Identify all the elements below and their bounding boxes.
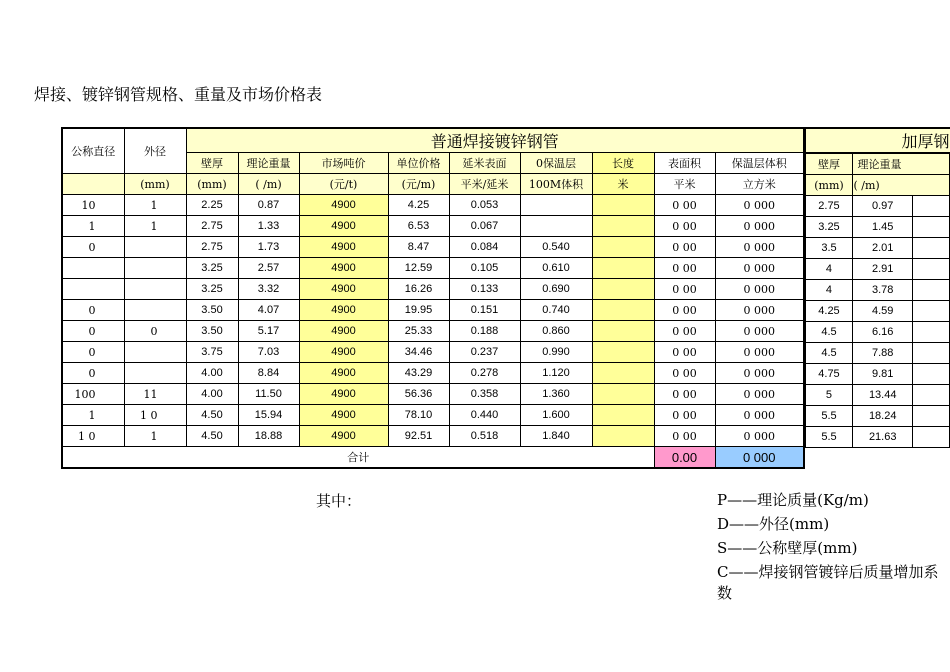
- cell-weight-thick: 1.45: [853, 217, 912, 238]
- cell-unit-price: 4.25: [388, 195, 449, 216]
- cell-outer: 1: [124, 195, 186, 216]
- cell-insulation: 1.360: [520, 384, 592, 405]
- cell-unit-price: 16.26: [388, 279, 449, 300]
- cell-diameter: 0: [62, 342, 124, 363]
- cell-surface-area: 0 00: [654, 363, 715, 384]
- cell-diameter: 1 0: [62, 426, 124, 447]
- cell-area-per-m: 0.278: [449, 363, 520, 384]
- cell-weight-thick: 7.88: [853, 343, 912, 364]
- cell-insulation-volume: 0 000: [715, 237, 804, 258]
- unit-bwc: 100M体积: [520, 174, 592, 195]
- legend-line: C——焊接钢管镀锌后质量增加系数: [717, 563, 939, 602]
- cell-wall: 3.25: [186, 279, 238, 300]
- cell-insulation: 1.600: [520, 405, 592, 426]
- cell-extra: [912, 238, 949, 259]
- table-row: [62, 321, 804, 342]
- cell-area-per-m: 0.151: [449, 300, 520, 321]
- cell-weight-thick: 4.59: [853, 301, 912, 322]
- cell-ton-price: 4900: [299, 237, 388, 258]
- cell-outer: [124, 363, 186, 384]
- cell-diameter: 0: [62, 237, 124, 258]
- cell-area-per-m: 0.358: [449, 384, 520, 405]
- cell-area-per-m: 0.133: [449, 279, 520, 300]
- cell-area-per-m: 0.237: [449, 342, 520, 363]
- table-row: [62, 258, 804, 279]
- cell-unit-price: 43.29: [388, 363, 449, 384]
- cell-unit-price: 19.95: [388, 300, 449, 321]
- cell-diameter: [62, 279, 124, 300]
- group2-header: 加厚钢: [805, 128, 950, 153]
- cell-insulation-volume: 0 000: [715, 300, 804, 321]
- cell-extra: [912, 217, 949, 238]
- total-label: 合计: [62, 447, 654, 469]
- cell-surface-area: 0 00: [654, 258, 715, 279]
- unit-scdj: (元/t): [299, 174, 388, 195]
- cell-extra: [912, 322, 949, 343]
- table-row: [62, 426, 804, 447]
- cell-weight-thick: 2.91: [853, 259, 912, 280]
- cell-insulation: 0.540: [520, 237, 592, 258]
- table-row: [805, 238, 950, 259]
- cell-outer: 0: [124, 321, 186, 342]
- cell-insulation: 1.120: [520, 363, 592, 384]
- cell-weight: 4.07: [238, 300, 299, 321]
- cell-wall-thick: 5.5: [805, 406, 853, 427]
- cell-surface-area: 0 00: [654, 405, 715, 426]
- cell-wall: 2.25: [186, 195, 238, 216]
- cell-weight-thick: 13.44: [853, 385, 912, 406]
- cell-diameter: [62, 258, 124, 279]
- cell-extra: [912, 259, 949, 280]
- cell-length: [592, 237, 654, 258]
- cell-weight: 5.17: [238, 321, 299, 342]
- header-bwctj: 保温层体积: [715, 153, 804, 174]
- cell-length: [592, 195, 654, 216]
- cell-ton-price: 4900: [299, 300, 388, 321]
- table-row: [62, 216, 804, 237]
- thick-table: [804, 127, 950, 448]
- cell-insulation-volume: 0 000: [715, 363, 804, 384]
- cell-length: [592, 279, 654, 300]
- cell-diameter: 0: [62, 363, 124, 384]
- main-table: [61, 127, 805, 469]
- cell-surface-area: 0 00: [654, 300, 715, 321]
- unit-wj: (mm): [124, 174, 186, 195]
- table-row: [62, 405, 804, 426]
- cell-insulation-volume: 0 000: [715, 342, 804, 363]
- table-row: [805, 259, 950, 280]
- cell-outer: [124, 237, 186, 258]
- cell-wall: 3.50: [186, 321, 238, 342]
- cell-extra: [912, 427, 949, 448]
- cell-insulation-volume: 0 000: [715, 279, 804, 300]
- cell-length: [592, 426, 654, 447]
- cell-wall: 3.50: [186, 300, 238, 321]
- cell-insulation: 0.990: [520, 342, 592, 363]
- cell-length: [592, 363, 654, 384]
- cell-unit-price: 92.51: [388, 426, 449, 447]
- cell-area-per-m: 0.053: [449, 195, 520, 216]
- unit-bwctj: 立方米: [715, 174, 804, 195]
- cell-diameter: 1: [62, 216, 124, 237]
- header-scdj: 市场吨价: [299, 153, 388, 174]
- cell-unit-price: 25.33: [388, 321, 449, 342]
- header-gcdj: 公称直径: [62, 128, 124, 174]
- page-title: 焊接、镀锌钢管规格、重量及市场价格表: [34, 85, 323, 104]
- cell-surface-area: 0 00: [654, 279, 715, 300]
- table-row: [62, 195, 804, 216]
- cell-outer: 1: [124, 426, 186, 447]
- unit-cd: 米: [592, 174, 654, 195]
- cell-area-per-m: 0.105: [449, 258, 520, 279]
- unit-llzl: ( /m): [238, 174, 299, 195]
- cell-weight-thick: 21.63: [853, 427, 912, 448]
- cell-length: [592, 342, 654, 363]
- cell-weight: 1.73: [238, 237, 299, 258]
- cell-unit-price: 6.53: [388, 216, 449, 237]
- cell-length: [592, 321, 654, 342]
- table-row: [805, 343, 950, 364]
- cell-wall: 3.25: [186, 258, 238, 279]
- header-cd: 长度: [592, 153, 654, 174]
- cell-wall-thick: 2.75: [805, 196, 853, 217]
- cell-insulation: 0.860: [520, 321, 592, 342]
- cell-ton-price: 4900: [299, 321, 388, 342]
- cell-surface-area: 0 00: [654, 384, 715, 405]
- cell-surface-area: 0 00: [654, 195, 715, 216]
- cell-ton-price: 4900: [299, 258, 388, 279]
- cell-wall-thick: 5.5: [805, 427, 853, 448]
- cell-weight-thick: 6.16: [853, 322, 912, 343]
- cell-unit-price: 8.47: [388, 237, 449, 258]
- cell-wall: 4.50: [186, 405, 238, 426]
- cell-wall-thick: 3.5: [805, 238, 853, 259]
- note-label: 其中：: [316, 492, 362, 510]
- cell-insulation-volume: 0 000: [715, 426, 804, 447]
- cell-length: [592, 384, 654, 405]
- unit-llzl2: ( /m): [853, 175, 950, 196]
- cell-insulation: 1.840: [520, 426, 592, 447]
- cell-outer: [124, 342, 186, 363]
- cell-extra: [912, 280, 949, 301]
- cell-surface-area: 0 00: [654, 216, 715, 237]
- cell-unit-price: 56.36: [388, 384, 449, 405]
- header-llzl: 理论重量: [238, 153, 299, 174]
- cell-unit-price: 12.59: [388, 258, 449, 279]
- cell-length: [592, 258, 654, 279]
- cell-weight-thick: 18.24: [853, 406, 912, 427]
- cell-wall-thick: 4.5: [805, 343, 853, 364]
- cell-weight: 8.84: [238, 363, 299, 384]
- cell-wall: 3.75: [186, 342, 238, 363]
- cell-weight: 15.94: [238, 405, 299, 426]
- cell-insulation-volume: 0 000: [715, 405, 804, 426]
- cell-wall-thick: 4: [805, 280, 853, 301]
- cell-unit-price: 34.46: [388, 342, 449, 363]
- cell-surface-area: 0 00: [654, 237, 715, 258]
- cell-extra: [912, 385, 949, 406]
- cell-insulation: [520, 195, 592, 216]
- header-bwc: 0保温层: [520, 153, 592, 174]
- cell-unit-price: 78.10: [388, 405, 449, 426]
- header-dwjg: 单位价格: [388, 153, 449, 174]
- cell-wall: 4.50: [186, 426, 238, 447]
- legend-line: S——公称壁厚(mm): [717, 539, 858, 557]
- cell-wall: 4.00: [186, 384, 238, 405]
- cell-ton-price: 4900: [299, 342, 388, 363]
- cell-diameter: 100: [62, 384, 124, 405]
- cell-ton-price: 4900: [299, 195, 388, 216]
- table-row: [62, 279, 804, 300]
- cell-outer: 1: [124, 216, 186, 237]
- total-volume: 0 000: [715, 447, 804, 469]
- cell-area-per-m: 0.084: [449, 237, 520, 258]
- cell-extra: [912, 301, 949, 322]
- cell-outer: 11: [124, 384, 186, 405]
- cell-diameter: 0: [62, 321, 124, 342]
- cell-weight: 18.88: [238, 426, 299, 447]
- cell-extra: [912, 364, 949, 385]
- table-row: [805, 301, 950, 322]
- cell-insulation: 0.610: [520, 258, 592, 279]
- cell-weight: 1.33: [238, 216, 299, 237]
- table-row: [62, 237, 804, 258]
- table-row: [805, 280, 950, 301]
- cell-length: [592, 216, 654, 237]
- cell-weight-thick: 9.81: [853, 364, 912, 385]
- cell-area-per-m: 0.188: [449, 321, 520, 342]
- cell-extra: [912, 343, 949, 364]
- unit-dwjg: (元/m): [388, 174, 449, 195]
- cell-wall-thick: 4: [805, 259, 853, 280]
- table-row: [62, 363, 804, 384]
- cell-insulation: 0.690: [520, 279, 592, 300]
- cell-weight: 3.32: [238, 279, 299, 300]
- cell-insulation-volume: 0 000: [715, 321, 804, 342]
- cell-extra: [912, 196, 949, 217]
- cell-ton-price: 4900: [299, 363, 388, 384]
- cell-outer: [124, 300, 186, 321]
- cell-weight: 11.50: [238, 384, 299, 405]
- table-row: [62, 342, 804, 363]
- table-row: [805, 196, 950, 217]
- cell-surface-area: 0 00: [654, 426, 715, 447]
- cell-diameter: 1: [62, 405, 124, 426]
- cell-outer: 1 0: [124, 405, 186, 426]
- table-row: [62, 300, 804, 321]
- cell-diameter: 0: [62, 300, 124, 321]
- header-bh: 壁厚: [186, 153, 238, 174]
- cell-area-per-m: 0.518: [449, 426, 520, 447]
- cell-ton-price: 4900: [299, 426, 388, 447]
- cell-ton-price: 4900: [299, 216, 388, 237]
- cell-wall-thick: 4.5: [805, 322, 853, 343]
- header-bh2: 壁厚: [805, 153, 853, 175]
- cell-wall-thick: 4.75: [805, 364, 853, 385]
- header-llzl2: 理论重量: [853, 153, 950, 175]
- cell-ton-price: 4900: [299, 384, 388, 405]
- table-row: [805, 217, 950, 238]
- header-ymbm: 延米表面: [449, 153, 520, 174]
- total-area: 0.00: [654, 447, 715, 469]
- cell-ton-price: 4900: [299, 405, 388, 426]
- cell-surface-area: 0 00: [654, 342, 715, 363]
- cell-weight: 7.03: [238, 342, 299, 363]
- cell-weight-thick: 3.78: [853, 280, 912, 301]
- cell-surface-area: 0 00: [654, 321, 715, 342]
- unit-gcdj: [62, 174, 124, 195]
- cell-wall-thick: 3.25: [805, 217, 853, 238]
- cell-insulation: [520, 216, 592, 237]
- cell-weight-thick: 0.97: [853, 196, 912, 217]
- cell-length: [592, 405, 654, 426]
- cell-wall-thick: 4.25: [805, 301, 853, 322]
- table-row: [805, 406, 950, 427]
- cell-wall: 2.75: [186, 237, 238, 258]
- cell-insulation-volume: 0 000: [715, 258, 804, 279]
- cell-outer: [124, 258, 186, 279]
- header-bmj: 表面积: [654, 153, 715, 174]
- cell-insulation-volume: 0 000: [715, 216, 804, 237]
- cell-weight-thick: 2.01: [853, 238, 912, 259]
- table-row: [805, 364, 950, 385]
- cell-extra: [912, 406, 949, 427]
- unit-bmj: 平米: [654, 174, 715, 195]
- cell-length: [592, 300, 654, 321]
- table-row: [805, 427, 950, 448]
- table-row: [805, 322, 950, 343]
- cell-ton-price: 4900: [299, 279, 388, 300]
- cell-wall-thick: 5: [805, 385, 853, 406]
- cell-wall: 4.00: [186, 363, 238, 384]
- cell-wall: 2.75: [186, 216, 238, 237]
- cell-insulation-volume: 0 000: [715, 195, 804, 216]
- cell-insulation-volume: 0 000: [715, 384, 804, 405]
- cell-area-per-m: 0.067: [449, 216, 520, 237]
- cell-outer: [124, 279, 186, 300]
- unit-ymbm: 平米/延米: [449, 174, 520, 195]
- cell-weight: 2.57: [238, 258, 299, 279]
- group-header: 普通焊接镀锌钢管: [186, 128, 804, 153]
- cell-insulation: 0.740: [520, 300, 592, 321]
- cell-diameter: 10: [62, 195, 124, 216]
- unit-bh2: (mm): [805, 175, 853, 196]
- table-row: [805, 385, 950, 406]
- legend-line: D——外径(mm): [717, 515, 830, 533]
- legend-line: P——理论质量(Kg/m): [717, 491, 869, 509]
- table-row: [62, 384, 804, 405]
- unit-bh: (mm): [186, 174, 238, 195]
- cell-area-per-m: 0.440: [449, 405, 520, 426]
- cell-weight: 0.87: [238, 195, 299, 216]
- header-wj: 外径: [124, 128, 186, 174]
